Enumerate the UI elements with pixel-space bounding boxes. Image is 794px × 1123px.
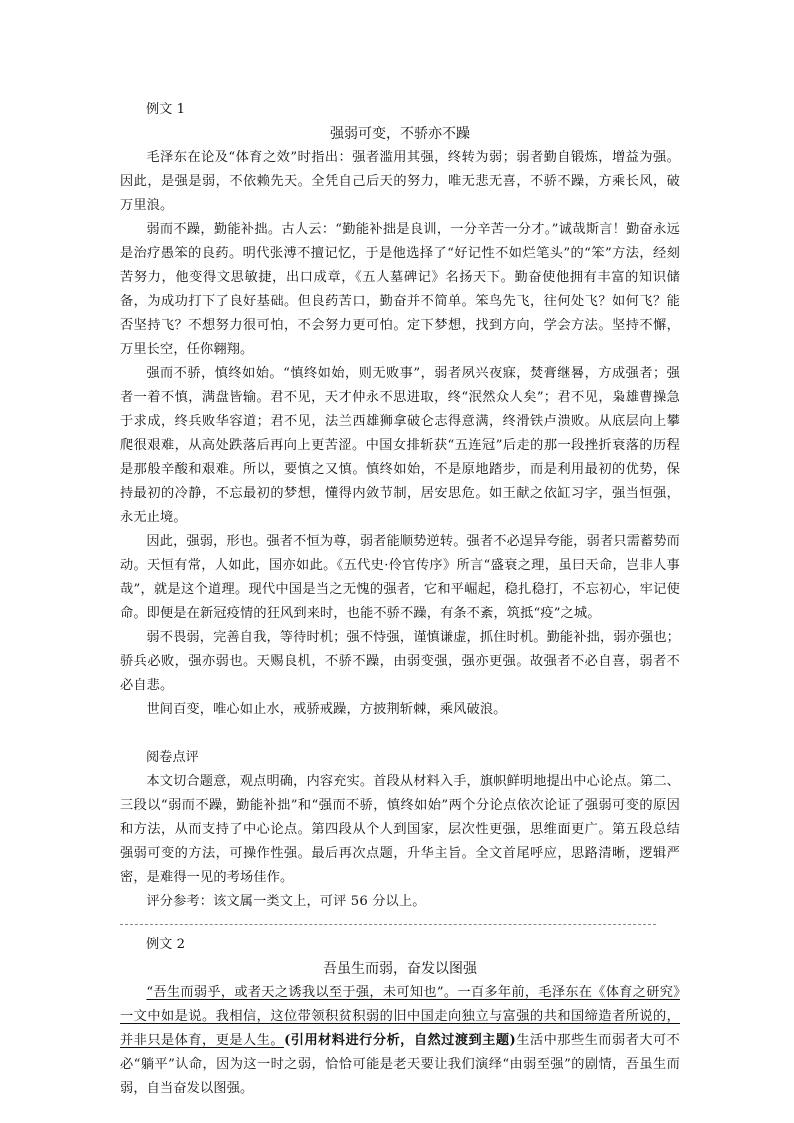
example2-paragraph-1: [120, 981, 680, 1101]
document-page: [120, 98, 680, 1101]
example1-label: 例文 1: [146, 102, 185, 117]
example2-title: 吾虽生而弱，奋发以图强: [323, 961, 477, 977]
example2-annotation: (引用材料进行分析，自然过渡到主题): [284, 1033, 516, 1048]
review-paragraph: 本文切合题意，观点明确，内容充实。首段从材料入手，旗帜鲜明地提出中心论点。第二、三段以“弱而不躁，勤能补拙”和“强而不骄，慎终如始”两个分论点依次论证了强弱可变的原因和方法，从而支持了中心论点。第四段从个人到国家，层次性更强，思维面更广。第五段总结强弱可变的方法，可操作性强。最后再次点题，升华主旨。全文首尾呼应，思路清晰，逻辑严密，是难得一见的考场佳作。: [120, 774, 680, 885]
review-label: 阅卷点评: [146, 750, 199, 765]
example1-paragraph-2: 弱而不躁，勤能补拙。古人云：“勤能补拙是良训，一分辛苦一分才。”诚哉斯言！勤奋永远是治疗愚笨的良药。明代张溥不擅记忆，于是他选择了“好记性不如烂笔头”的“笨”方法，经刻苦努力，他变得文思敏捷，出口成章，《五人墓碑记》名扬天下。勤奋使他拥有丰富的知识储备，为成功打下了良好基础。但良药苦口，勤奋并不简单。笨鸟先飞，往何处飞？如何飞？能否坚持飞？不想努力很可怕，不会努力更可怕。定下梦想，找到方向，学会方法。坚持不懈，万里长空，任你翱翔。: [120, 222, 680, 357]
example2-label: 例文 2: [146, 937, 185, 952]
example1-paragraph-4: 因此，强弱，形也。强者不恒为尊，弱者能顺势逆转。强者不必逞异夸能，弱者只需蓄势而动。天恒有常，人如此，国亦如此。《五代史·伶官传序》所言“盛衰之理，虽曰天命，岂非人事哉”，就是这个道理。现代中国是当之无愧的强者，它和平崛起，稳扎稳打，不忘初心，牢记使命。即便是在新冠疫情的狂风到来时，也能不骄不躁，有条不紊，筑抵“疫”之城。: [120, 534, 680, 621]
example1-paragraph-6: 世间百变，唯心如止水，戒骄戒躁，方披荆斩棘，乘风破浪。: [146, 702, 507, 717]
example2-underlined-quote: “吾生而弱乎，或者天之诱我以至于强，未可知也”。一百多年前，毛泽东在《体育之研究》一文中如是说。我相信，这位带领积贫积弱的旧中国走向独立与富强的共和国缔造者所说的，并非只是体育，更是人生。: [120, 985, 680, 1048]
example2-text: 生活中那些生而弱者大可不必“躺平”认命，因为这一时之弱，恰恰可能是老天要让我们演绎“由弱至强”的剧情，吾虽生而弱，自当奋发以图强。: [120, 1033, 680, 1096]
review-score: 评分参考：该文属一类文上，可评 56 分以上。: [146, 894, 426, 909]
section-gap: [120, 722, 680, 746]
example1-paragraph-1: 毛泽东在论及“体育之效”时指出：强者滥用其强，终转为弱；弱者勤自锻炼，增益为强。因此，是强是弱，不依赖先天。全凭自己后天的努力，唯无悲无喜，不骄不躁，方乘长风，破万里浪。: [120, 150, 680, 213]
example1-title: 强弱可变，不骄亦不躁: [330, 126, 470, 142]
section-gap: [120, 925, 680, 933]
example1-paragraph-5: 弱不畏弱，完善自我，等待时机；强不恃强，谨慎谦虚，抓住时机。勤能补拙，弱亦强也；骄兵必败，强亦弱也。天赐良机，不骄不躁，由弱变强，强亦更强。故强者不必自喜，弱者不必自悲。: [120, 630, 680, 693]
example1-paragraph-3: 强而不骄，慎终如始。“慎终如始，则无败事”，弱者夙兴夜寐，焚膏继晷，方成强者；强者一着不慎，满盘皆输。君不见，天才仲永不思进取，终“泯然众人矣”；君不见，枭雄曹操急于求成，终兵败华容道；君不见，法兰西雄狮拿破仑志得意满，终滑铁卢溃败。从底层向上攀爬很艰难，从高处跌落后再向上更苦涩。中国女排斩获“五连冠”后走的那一段挫折衰落的历程是那般辛酸和艰难。所以，要慎之又慎。慎终如始，不是原地踏步，而是利用最初的优势，保持最初的冷静，不忘最初的梦想，懂得内敛节制，居安思危。如王献之依缸习字，强当恒强，永无止境。: [120, 366, 680, 525]
